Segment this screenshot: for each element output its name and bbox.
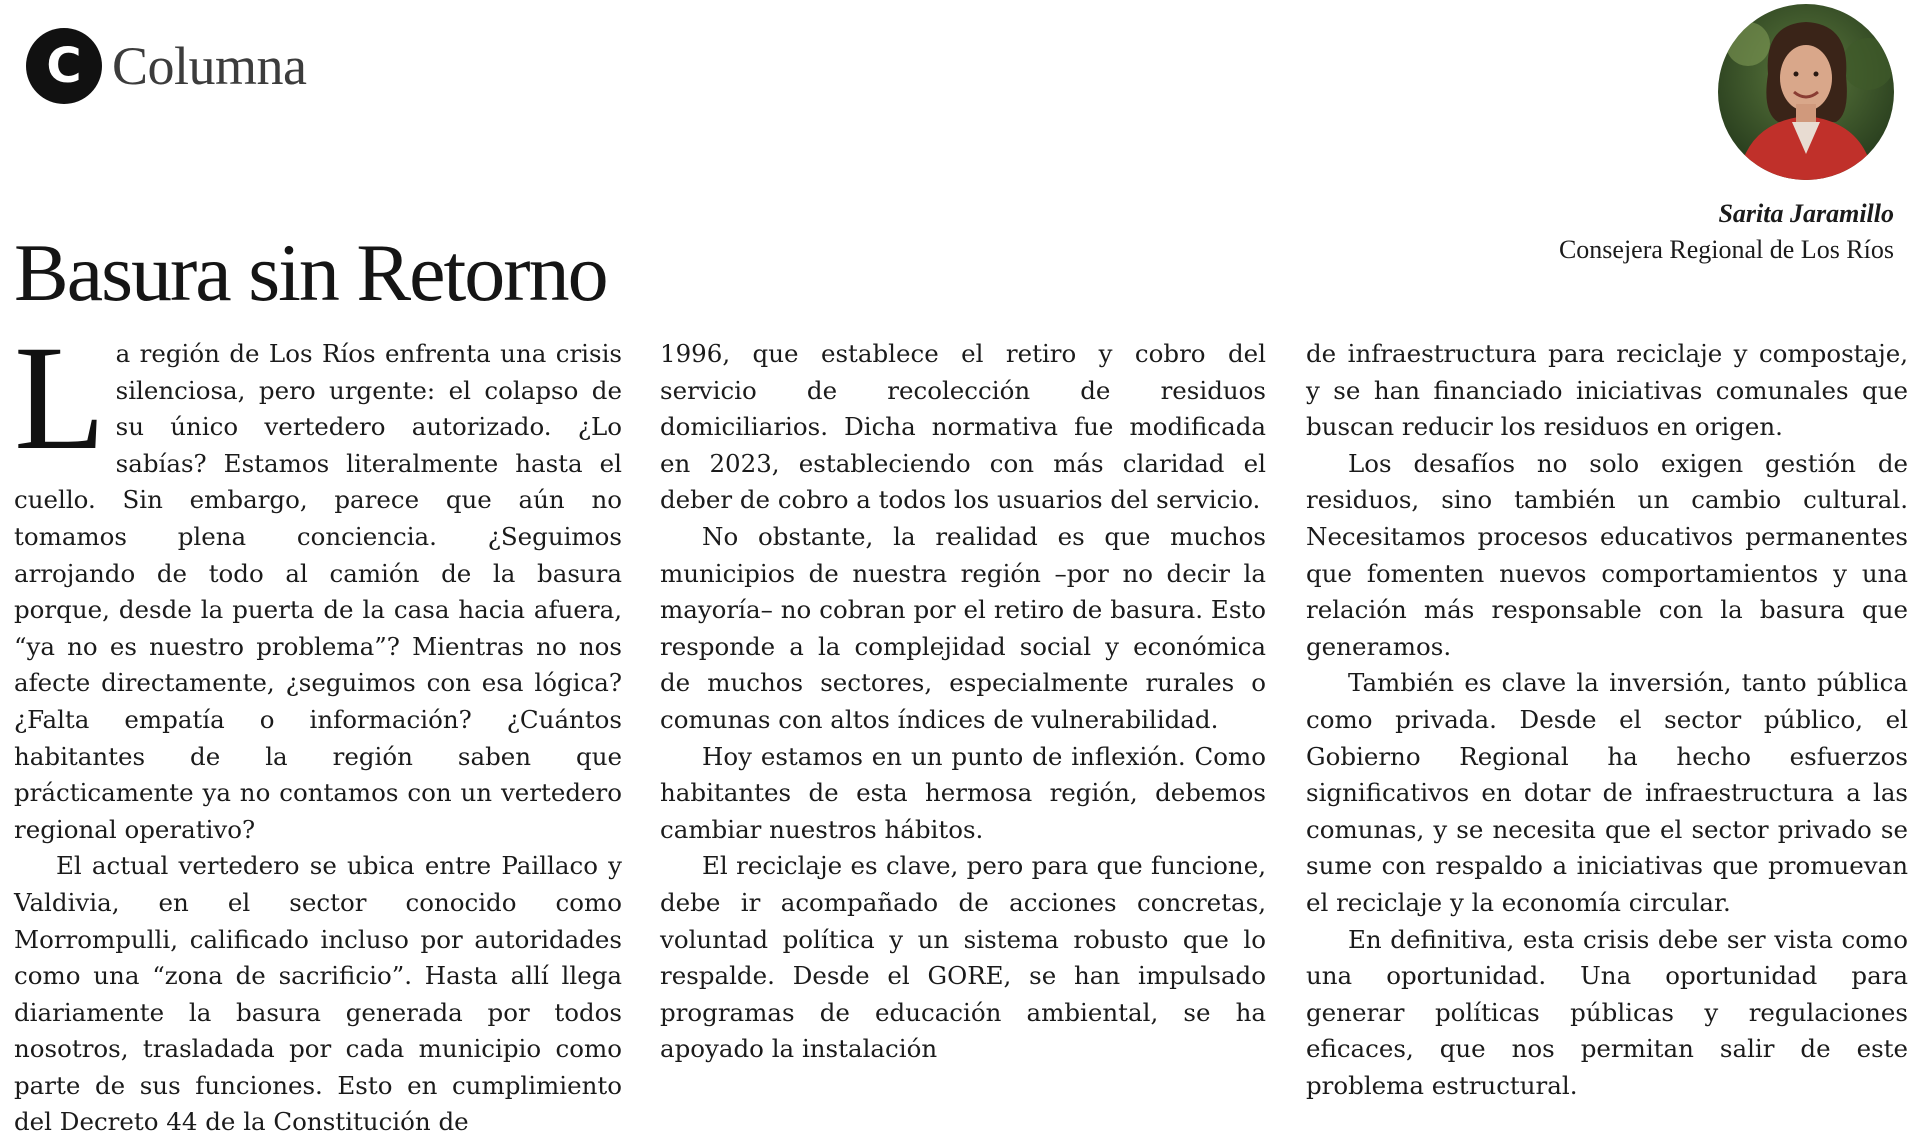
paragraph: 1996, que establece el retiro y cobro del servicio de recolección de residuos domiciliarios. Dicha normativa fue modificada en 2023, estableciendo con más claridad el deber de cobro a todos los usuarios del servicio. (660, 339, 1266, 515)
byline (1559, 196, 1894, 268)
article-column-2 (660, 336, 1266, 1068)
article-column-3 (1306, 336, 1908, 1104)
paragraph-text: a región de Los Ríos enfrenta una crisis silenciosa, pero urgente: el colapso de su único vertedero autorizado. ¿Lo sabías? Estamos literalmente hasta el cuello. Sin embargo, parece que aún no tomamos plena conciencia. ¿Seguimos arrojando de todo al camión de la basura porque, desde la puerta de la casa hacia afuera, “ya no es nuestro problema”? Mientras no nos afecte directamente, ¿seguimos con esa lógica? ¿Falta empatía o información? ¿Cuántos habitantes de la región saben que prácticamente ya no contamos con un vertedero regional operativo? (14, 339, 622, 844)
paragraph: No obstante, la realidad es que muchos municipios de nuestra región –por no decir la mayoría– no cobran por el retiro de basura. Esto responde a la complejidad social y económica de muchos sectores, especialmente rurales o comunas con altos índices de vulnerabilidad. (660, 521, 1266, 734)
paragraph: de infraestructura para reciclaje y compostaje, y se han financiado iniciativas comunales que buscan reducir los residuos en origen. (1306, 339, 1908, 442)
paragraph (14, 315, 622, 848)
paragraph: En definitiva, esta crisis debe ser vista como una oportunidad. Una oportunidad para generar políticas públicas y regulaciones eficaces, que nos permitan salir de este problema estructural. (1306, 924, 1908, 1100)
section-badge-icon: C (26, 28, 102, 104)
paragraph: El reciclaje es clave, pero para que funcione, debe ir acompañado de acciones concretas, voluntad política y un sistema robusto que lo respalde. Desde el GORE, se han impulsado programas de educación ambiental, se ha apoyado la instalación (660, 851, 1266, 1064)
drop-cap: L (14, 315, 106, 481)
headline: Basura sin Retorno (14, 227, 607, 318)
paragraph: El actual vertedero se ubica entre Paillaco y Valdivia, en el sector conocido como Morrompulli, calificado incluso por autoridades como una “zona de sacrificio”. Hasta allí llega diariamente la basura generada por todos nosotros, trasladada por cada municipio como parte de sus funciones. Esto en cumplimiento del Decreto 44 de la Constitución de (14, 851, 622, 1137)
paragraph: Los desafíos no solo exigen gestión de residuos, sino también un cambio cultural. Necesitamos procesos educativos permanentes que fomenten nuevos comportamientos y una relación más responsable con la basura que generamos. (1306, 448, 1908, 661)
author-photo (1718, 4, 1894, 180)
article-column-1 (14, 315, 622, 1141)
author-role: Consejera Regional de Los Ríos (1558, 235, 1894, 264)
paragraph: También es clave la inversión, tanto pública como privada. Desde el sector público, el Gobierno Regional ha hecho esfuerzos significativos en dotar de infraestructura a las comunas, y se necesita que el sector privado se sume con respaldo a iniciativas que promuevan el reciclaje y la economía circular. (1306, 668, 1908, 917)
section-label: Columna (112, 36, 307, 96)
author-name: Sarita Jaramillo (1718, 199, 1894, 228)
paragraph: Hoy estamos en un punto de inflexión. Como habitantes de esta hermosa región, debemos cambiar nuestros hábitos. (660, 741, 1266, 844)
section-header (26, 28, 307, 104)
